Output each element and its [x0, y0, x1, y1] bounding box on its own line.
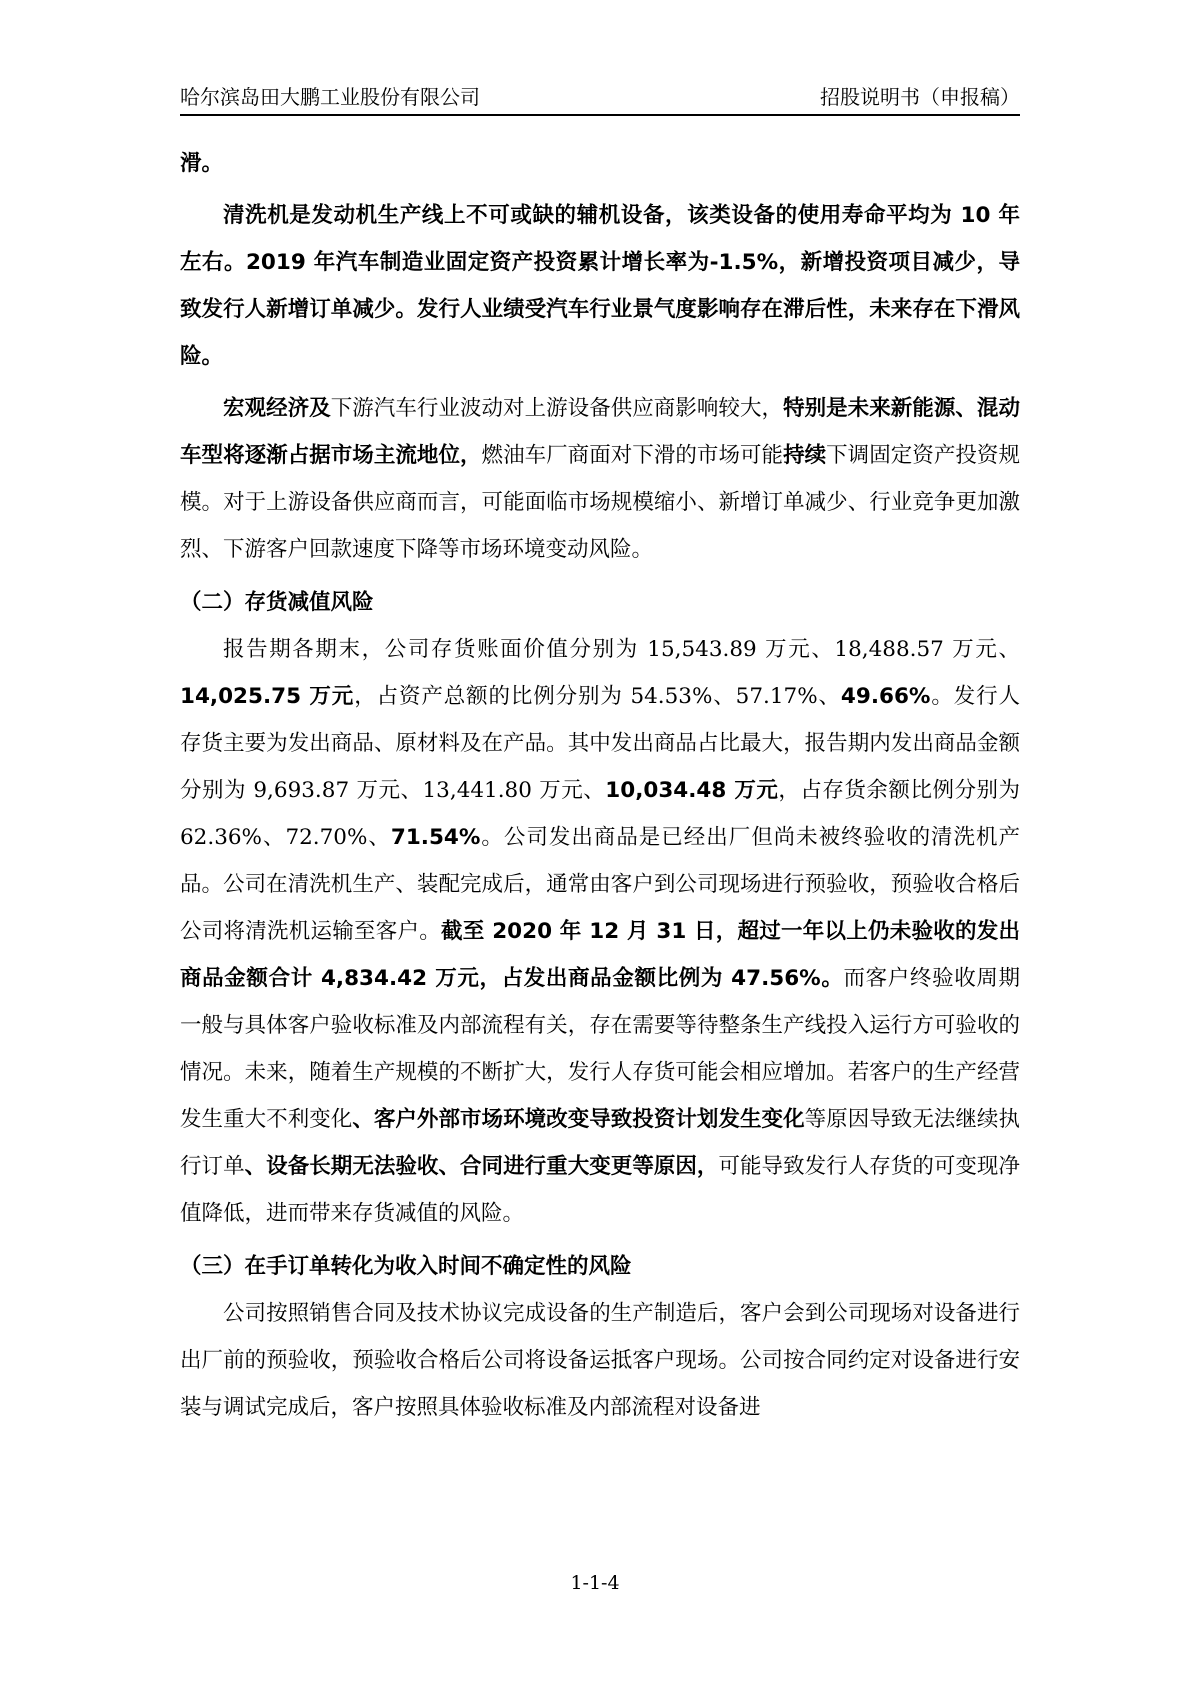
text-regular: ，占资产总额的比例分别为 54.53%、57.17%、	[354, 684, 841, 709]
text-bold: 、客户外部市场环境改变导致投资计划发生变化	[352, 1107, 805, 1132]
paragraph-macro-economy-risk	[180, 385, 1020, 573]
section-heading-inventory-impairment: （二）存货减值风险	[180, 590, 374, 615]
paragraph-inventory-risk	[180, 626, 1020, 1237]
header-document-title: 招股说明书（申报稿）	[820, 85, 1020, 109]
text-regular: 。公司发出商品是已经出厂但尚未被终验收的清洗机产品。公司在清洗机生产、装配完成后，通常由客户到公司现场进行预验收，预验收合格后公司将清洗机运输至客户。	[180, 825, 1020, 944]
text-regular: 等原因导致无法继续执行订单	[180, 1107, 1020, 1179]
text-bold: 49.66%	[840, 684, 931, 709]
paragraph-order-conversion-risk: 公司按照销售合同及技术协议完成设备的生产制造后，客户会到公司现场对设备进行出厂前的预验收，预验收合格后公司将设备运抵客户现场。公司按合同约定对设备进行安装与调试完成后，客户按照具体验收标准及内部流程对设备进	[180, 1301, 1020, 1420]
text-bold: 、设备长期无法验收、合同进行重大变更等原因，	[244, 1154, 719, 1179]
text-regular: 可能导致发行人存货的可变现净值降低，进而带来存货减值的风险。	[180, 1154, 1020, 1226]
text-bold: 14,025.75 万元	[180, 684, 355, 709]
text-regular: 而客户终验收周期一般与具体客户验收标准及内部流程有关，存在需要等待整条生产线投入运行方可验收的情况。未来，随着生产规模的不断扩大，发行人存货可能会相应增加。若客户的生产经营发生重大不利变化	[180, 966, 1020, 1132]
text-regular: 报告期各期末，公司存货账面价值分别为 15,543.89 万元、18,488.57 万元、	[223, 637, 1020, 662]
text-bold: 特别是未来新能源、混动车型将逐渐占据市场主流地位，	[180, 396, 1020, 468]
text-regular: 。发行人存货主要为发出商品、原材料及在产品。其中发出商品占比最大，报告期内发出商品金额分别为 9,693.87 万元、13,441.80 万元、	[180, 684, 1020, 803]
text-bold: 10,034.48 万元	[605, 778, 779, 803]
text-bold: 截至 2020 年 12 月 31 日，超过一年以上仍未验收的发出商品金额合计 4,834.42 万元，占发出商品金额比例为 47.56%。	[180, 919, 1020, 991]
text-regular: ，占存货余额比例分别为 62.36%、72.70%、	[180, 778, 1020, 850]
text-regular: 燃油车厂商面对下滑的市场可能	[481, 443, 784, 468]
text-bold: 71.54%	[390, 825, 481, 850]
section-heading-order-conversion: （三）在手订单转化为收入时间不确定性的风险	[180, 1254, 632, 1279]
text-bold: 持续	[783, 443, 827, 468]
page-header	[180, 84, 1020, 116]
paragraph-cleaning-machine-risk: 清洗机是发动机生产线上不可或缺的辅机设备，该类设备的使用寿命平均为 10 年左右。2019 年汽车制造业固定资产投资累计增长率为-1.5%，新增投资项目减少，导致发行人新增订单减少。发行人业绩受汽车行业景气度影响存在滞后性，未来存在下滑风险。	[180, 203, 1020, 369]
document-body	[180, 140, 1020, 1431]
page-number: 1-1-4	[570, 1572, 620, 1594]
text-regular: 下调固定资产投资规模。对于上游设备供应商而言，可能面临市场规模缩小、新增订单减少、行业竞争更加激烈、下游客户回款速度下降等市场环境变动风险。	[180, 443, 1020, 562]
header-company-name: 哈尔滨岛田大鹏工业股份有限公司	[180, 85, 480, 109]
paragraph-continuation: 滑。	[180, 151, 224, 176]
text-bold: 宏观经济及	[223, 396, 331, 421]
text-regular: 下游汽车行业波动对上游设备供应商影响较大，	[330, 396, 784, 421]
